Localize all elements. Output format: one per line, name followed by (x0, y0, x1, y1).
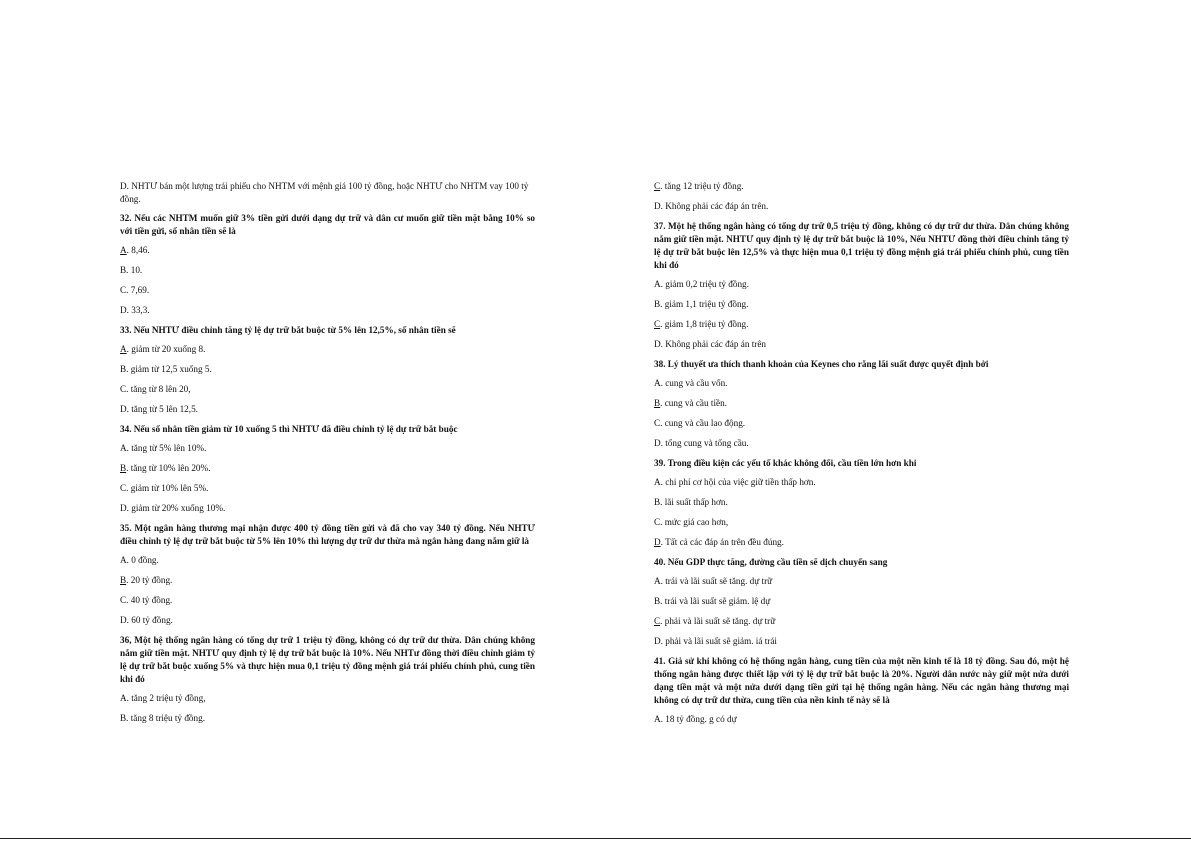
option-key: C (654, 517, 661, 527)
option-key: A (654, 714, 661, 724)
option-b (120, 574, 535, 587)
option-d (120, 403, 535, 416)
option-text: . tăng 12 triệu tỷ đồng. (660, 181, 744, 191)
option-text: . tăng từ 5% lên 10%. (126, 443, 207, 453)
question-35 (120, 522, 535, 627)
option-text: . tăng 8 triệu tỷ đồng. (126, 713, 205, 723)
question-text: 36, Một hệ thống ngân hàng có tổng dự trữ 1 triệu tỷ đồng, không có dự trữ dư thừa. Dân chúng không nắm giữ tiền mặt. NHTƯ quy định tỷ lệ dự trữ bắt buộc là 10%. Nếu NHTư đồng thời điều chỉnh giảm tỷ lệ dự trữ bắt buộc xuống 5% và thực hiện mua 0,1 triệu tỷ đồng mệnh giá trái phiếu chính phủ, cung tiền khi đó (120, 635, 535, 684)
option-key: A (120, 344, 127, 354)
option-key: C (120, 384, 127, 394)
option-key: A (654, 477, 661, 487)
option-d (654, 338, 1069, 351)
option-text: . 20 tỷ đồng. (126, 575, 173, 585)
option-key: D (120, 305, 127, 315)
option-key: B (120, 364, 127, 374)
option-key: B (654, 596, 661, 606)
option-key: C (120, 285, 127, 295)
option-key: B (654, 398, 661, 408)
option-a (654, 278, 1069, 291)
option-a (654, 713, 1069, 726)
right-column (654, 180, 1069, 733)
question-text: 39. Trong điều kiện các yếu tố khác không đổi, cầu tiền lớn hơn khi (654, 458, 917, 468)
option-text: . cung và cầu tiền. (660, 398, 727, 408)
question-38 (654, 358, 1069, 450)
option-key: C (654, 181, 661, 191)
question-text: 34. Nếu số nhân tiền giảm từ 10 xuống 5 thì NHTƯ đã điều chỉnh tỷ lệ dự trữ bắt buộc (120, 424, 458, 434)
option-d (120, 614, 535, 627)
option-b (120, 462, 535, 475)
option-c (654, 180, 1069, 193)
option-text: . Không phải các đáp án trên (660, 339, 767, 349)
option-c (654, 318, 1069, 331)
option-b (654, 298, 1069, 311)
option-key: B (120, 463, 127, 473)
option-key: B (654, 497, 661, 507)
option-a (654, 377, 1069, 390)
option-text: . 10. (126, 265, 143, 275)
option-text: . giảm 1,1 triệu tỷ đồng. (660, 299, 749, 309)
option-a (654, 575, 1069, 588)
option-c (654, 417, 1069, 430)
option-d (654, 536, 1069, 549)
option-a (654, 476, 1069, 489)
option-text: . 18 tỷ đồng. g có dự (660, 714, 737, 724)
question-39 (654, 457, 1069, 549)
option-key: A (654, 576, 661, 586)
option-b (654, 397, 1069, 410)
option-b (654, 595, 1069, 608)
option-key: D (654, 438, 661, 448)
option-text: . giảm 1,8 triệu tỷ đồng. (660, 319, 749, 329)
option-key: B (654, 299, 661, 309)
option-key: A (120, 693, 127, 703)
option-text: . giảm từ 12,5 xuống 5. (126, 364, 212, 374)
option-key: D (654, 636, 661, 646)
option-c (120, 594, 535, 607)
question-text: 41. Giả sử khi không có hệ thống ngân hàng, cung tiền của một nền kinh tế là 18 tỷ đồng. Sau đó, một hệ thống ngân hàng được thiết lập với tỷ lệ dự trữ bắt buộc là 20%. Người dân nước này giữ một nửa dưới dạng tiền mặt và một nửa dưới dạng tiền gửi tại hệ thống ngân hàng. Nếu các ngân hàng thương mại không có dự trữ dư thừa, cung tiền của nền kinh tế này sẽ là (654, 656, 1069, 705)
option-key: D (120, 503, 127, 513)
option-text: . Tất cả các đáp án trên đều đúng. (660, 537, 784, 547)
option-key: A (654, 279, 661, 289)
question-32 (120, 212, 535, 317)
option-b (120, 712, 535, 725)
option-a (120, 554, 535, 567)
question-34 (120, 423, 535, 515)
option-text: . giảm từ 20 xuống 8. (126, 344, 206, 354)
option-text: . tăng 2 triệu tỷ đồng, (126, 693, 206, 703)
question-36 (120, 634, 535, 725)
option-text: . 7,69. (126, 285, 150, 295)
option-key: D (654, 339, 661, 349)
question-41 (654, 655, 1069, 726)
option-d (654, 200, 1069, 213)
option-text: . lãi suất thấp hơn. (660, 497, 728, 507)
question-text: 35. Một ngân hàng thương mại nhận được 400 tỷ đồng tiền gửi và đã cho vay 340 tỷ đồng. Nếu NHTƯ điều chỉnh tỷ lệ dự trữ bắt buộc từ 5% lên 10% thì lượng dự trữ dư thừa mà ngân hàng đang nắm giữ là (120, 523, 535, 546)
option-text: . Không phải các đáp án trên. (660, 201, 769, 211)
page-bottom-rule (0, 838, 1191, 839)
option-text: . 40 tỷ đồng. (126, 595, 173, 605)
option-key: D (654, 537, 661, 547)
option-text: . 8,46. (126, 245, 150, 255)
question-text: 38. Lý thuyết ưa thích thanh khoản của Keynes cho rằng lãi suất được quyết định bởi (654, 359, 989, 369)
option-a (120, 343, 535, 356)
option-d (120, 304, 535, 317)
option-b (120, 363, 535, 376)
option-key: D (654, 201, 661, 211)
option-text: . cung và cầu vốn. (660, 378, 728, 388)
option-key: D (120, 615, 127, 625)
option-key: C (654, 319, 661, 329)
option-c (654, 615, 1069, 628)
option-key: A (654, 378, 661, 388)
question-37 (654, 220, 1069, 351)
option-c (120, 284, 535, 297)
option-text: . chi phí cơ hội của việc giữ tiền thấp hơn. (660, 477, 816, 487)
option-d (654, 635, 1069, 648)
option-text: . mức giá cao hơn, (660, 517, 729, 527)
question-text: 33. Nếu NHTƯ điều chỉnh tăng tỷ lệ dự trữ bắt buộc từ 5% lên 12,5%, số nhân tiền sẽ (120, 325, 456, 335)
option-text: . phải và lãi suất sẽ giảm. iá trái (660, 636, 777, 646)
option-text: . cung và cầu lao động. (660, 418, 746, 428)
option-text: . giảm 0,2 triệu tỷ đồng. (660, 279, 749, 289)
option-text: . 60 tỷ đồng. (126, 615, 173, 625)
option-text: . giảm từ 20% xuống 10%. (126, 503, 226, 513)
question-text: 37. Một hệ thống ngân hàng có tổng dự trữ 0,5 triệu tỷ đồng, không có dự trữ dư thừa. Dân chúng không nắm giữ tiền mặt. NHTƯ quy định tỷ lệ dự trữ bắt buộc là 10%, Nếu NHTƯ đồng thời điều chỉnh tăng tỷ lệ dự trữ bắt buộc lên 12,5% và thực hiện mua 0,1 triệu tỷ đồng mệnh giá trái phiếu chính phủ, cung tiền khi đó (654, 221, 1069, 270)
option-key: C (120, 483, 127, 493)
option-text: . tăng từ 8 lên 20, (126, 384, 191, 394)
option-text: . tổng cung và tổng cầu. (660, 438, 749, 448)
option-b (120, 264, 535, 277)
option-key: A (120, 245, 127, 255)
option-text: . tăng từ 5 lên 12,5. (126, 404, 198, 414)
question-40 (654, 556, 1069, 648)
option-text: . trái và lãi suất sẽ tăng. dự trữ (660, 576, 773, 586)
option-key: C (654, 418, 661, 428)
option-c (654, 516, 1069, 529)
option-a (120, 442, 535, 455)
option-text: . trái và lãi suất sẽ giảm. lệ dự (660, 596, 771, 606)
option-text: . 0 đồng. (126, 555, 159, 565)
option-key: C (654, 616, 661, 626)
option-key: D (120, 404, 127, 414)
left-column (120, 180, 535, 732)
option-key: A (120, 555, 127, 565)
option-key: C (120, 595, 127, 605)
option-key: B (120, 265, 127, 275)
option-a (120, 692, 535, 705)
option-key: B (120, 575, 127, 585)
option-c (120, 383, 535, 396)
option-d (654, 437, 1069, 450)
option-b (654, 496, 1069, 509)
option-text: . tăng từ 10% lên 20%. (126, 463, 211, 473)
question-text: 32. Nếu các NHTM muốn giữ 3% tiền gửi dưới dạng dự trữ và dân cư muốn giữ tiền mặt bằng 10% so với tiền gửi, số nhân tiền sẽ là (120, 213, 535, 236)
question-text: 40. Nếu GDP thực tăng, đường cầu tiền sẽ dịch chuyển sang (654, 557, 888, 567)
intro-paragraph: D. NHTƯ bán một lượng trái phiếu cho NHTM với mệnh giá 100 tỷ đồng, hoặc NHTƯ cho NHTM vay 100 tỷ đồng. (120, 181, 529, 204)
option-text: . phải và lãi suất sẽ tăng. dự trữ (660, 616, 776, 626)
option-c (120, 482, 535, 495)
option-a (120, 244, 535, 257)
option-d (120, 502, 535, 515)
option-key: B (120, 713, 127, 723)
question-33 (120, 324, 535, 416)
option-text: . 33,3. (126, 305, 150, 315)
option-key: A (120, 443, 127, 453)
option-text: . giảm từ 10% lên 5%. (126, 483, 209, 493)
